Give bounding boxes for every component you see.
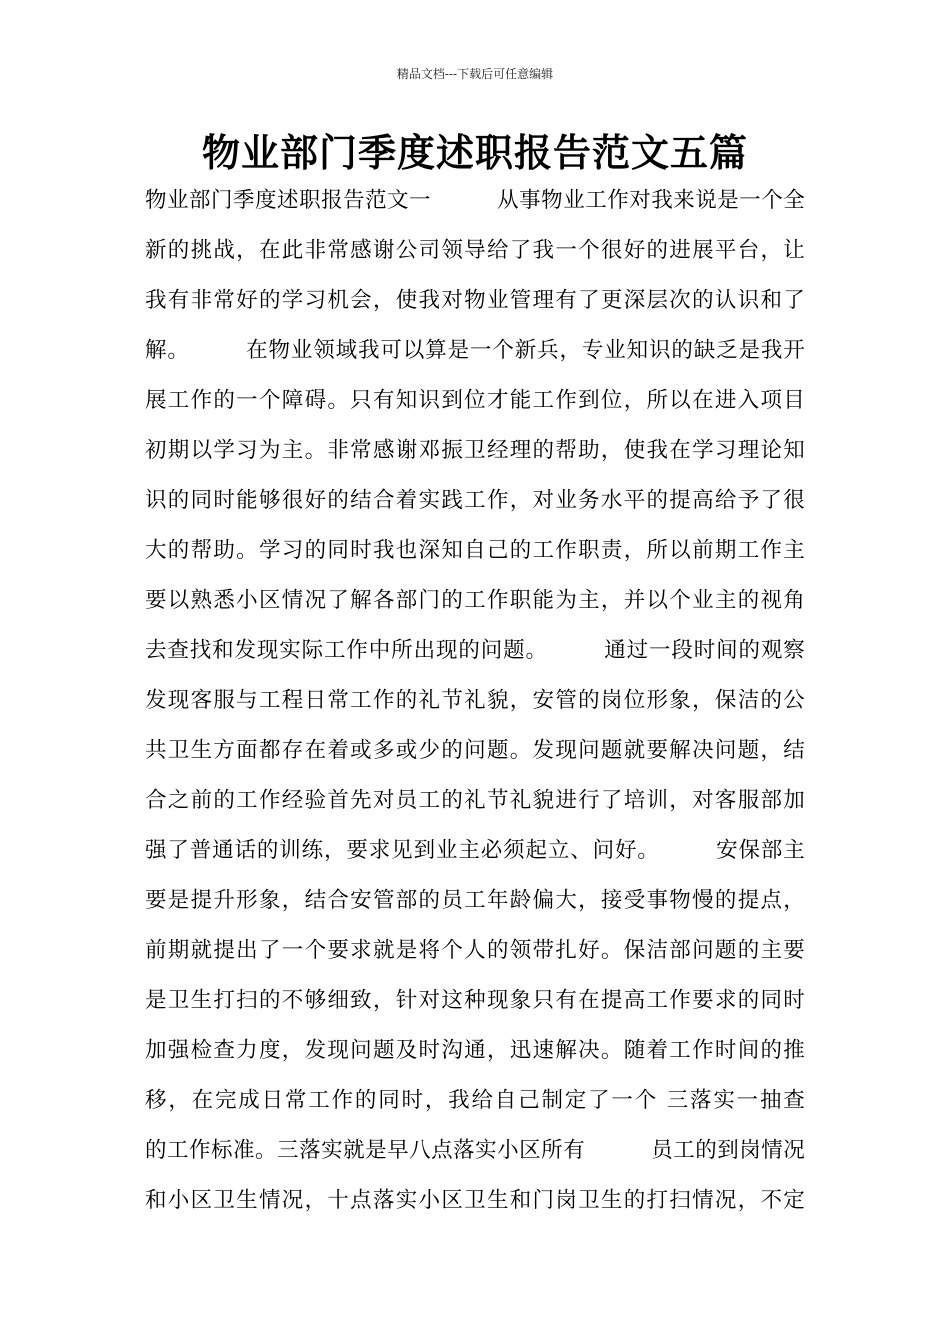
body-line: 识的同时能够很好的结合着实践工作，对业务水平的提高给予了很 [145, 488, 805, 513]
header-note: 精品文档---下载后可任意编辑 [396, 67, 554, 81]
body-line: 要以熟悉小区情况了解各部门的工作职能为主，并以个业主的视角 [145, 588, 805, 613]
body-line: 强了普通话的训练，要求见到业主必须起立、问好。 安保部主 [145, 838, 805, 863]
body-line: 初期以学习为主。非常感谢邓振卫经理的帮助，使我在学习理论知 [145, 438, 805, 463]
body-line: 加强检查力度，发现问题及时沟通，迅速解决。随着工作时间的推 [145, 1038, 805, 1063]
body-line: 的工作标准。三落实就是早八点落实小区所有 员工的到岗情况 [145, 1138, 805, 1163]
body-line: 我有非常好的学习机会，使我对物业管理有了更深层次的认识和了 [145, 288, 805, 313]
body-line: 物业部门季度述职报告范文一 从事物业工作对我来说是一个全 [145, 188, 805, 213]
body-line: 大的帮助。学习的同时我也深知自己的工作职责，所以前期工作主 [145, 538, 805, 563]
body-line: 发现客服与工程日常工作的礼节礼貌，安管的岗位形象，保洁的公 [145, 688, 805, 713]
body-text [145, 176, 805, 1226]
body-line: 是卫生打扫的不够细致，针对这种现象只有在提高工作要求的同时 [145, 988, 805, 1013]
body-line: 新的挑战，在此非常感谢公司领导给了我一个很好的进展平台，让 [145, 238, 805, 263]
body-line: 移，在完成日常工作的同时，我给自己制定了一个 三落实一抽查 [145, 1088, 805, 1113]
body-line: 解。 在物业领域我可以算是一个新兵，专业知识的缺乏是我开 [145, 338, 805, 363]
document-title: 物业部门季度述职报告范文五篇 [201, 130, 748, 175]
body-line: 展工作的一个障碍。只有知识到位才能工作到位，所以在进入项目 [145, 388, 805, 413]
body-line: 去查找和发现实际工作中所出现的问题。 通过一段时间的观察 [145, 638, 805, 663]
body-line: 要是提升形象，结合安管部的员工年龄偏大，接受事物慢的提点， [145, 888, 805, 913]
body-line: 和小区卫生情况，十点落实小区卫生和门岗卫生的打扫情况，不定 [145, 1188, 805, 1213]
body-line: 前期就提出了一个要求就是将个人的领带扎好。保洁部问题的主要 [145, 938, 805, 963]
body-line: 合之前的工作经验首先对员工的礼节礼貌进行了培训，对客服部加 [145, 788, 805, 813]
body-line: 共卫生方面都存在着或多或少的问题。发现问题就要解决问题，结 [145, 738, 805, 763]
